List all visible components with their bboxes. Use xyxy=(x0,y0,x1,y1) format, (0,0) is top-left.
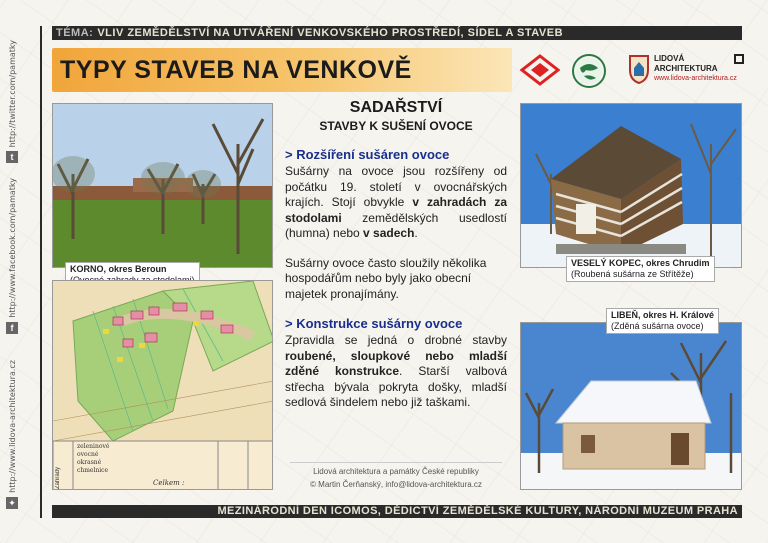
map-total-label: Celkem : xyxy=(153,479,185,487)
map-legend-item: zeleninové xyxy=(77,443,110,450)
web-url[interactable]: http://www.lidova-architektura.cz xyxy=(7,360,17,493)
lidova-architektura-logo[interactable] xyxy=(654,54,744,84)
logo-line-2: ARCHITEKTURA xyxy=(654,64,718,73)
diamond-arrows-icon[interactable] xyxy=(520,54,560,86)
shield-icon[interactable] xyxy=(628,54,650,84)
credit-block xyxy=(290,462,502,491)
map-legend-side: Zahrady xyxy=(55,466,61,489)
social-sidebar xyxy=(0,0,24,543)
map-legend-item: ovocné xyxy=(77,451,99,458)
text-run-bold: v zahradách za stodolami xyxy=(285,195,507,225)
twitter-url[interactable]: http://twitter.com/pamatky xyxy=(7,40,17,148)
caption-vesely-kopec xyxy=(566,256,715,282)
left-rule xyxy=(40,26,42,518)
globe-icon[interactable] xyxy=(572,54,606,88)
logo-row xyxy=(520,52,742,88)
caption-korno-title: KORNO, okres Beroun xyxy=(70,264,167,274)
photo-liben-dryer xyxy=(520,322,742,490)
twitter-link[interactable] xyxy=(0,40,24,163)
article-title: SADAŘSTVÍ xyxy=(349,99,443,116)
theme-bar xyxy=(52,26,742,40)
photo-vesely-kopec-dryer xyxy=(520,103,742,268)
qr-code-icon[interactable] xyxy=(734,54,744,64)
caption-liben-sub: (Zděná sušárna ovoce) xyxy=(611,321,704,331)
caption-liben-title: LIBEŇ, okres H. Králové xyxy=(611,310,715,320)
credit-line-1: Lidová architektura a památky České republiky xyxy=(313,467,479,476)
web-icon: ✦ xyxy=(6,497,18,509)
text-run: Sušárny na ovoce jsou rozšířeny od počátku 19. století v ovocnářských krajích. Stojí obvykle xyxy=(285,164,507,209)
photo-korno-orchard xyxy=(52,103,273,268)
facebook-link[interactable] xyxy=(0,178,24,334)
map-legend-item: chmelnice xyxy=(77,467,109,474)
map-legend xyxy=(77,443,109,475)
facebook-url[interactable]: http://www.facebook.com/pamatky xyxy=(7,178,17,318)
text-run: . Starší valbová střecha bývala pokryta došky, mladší sedlová šindelem nebo již taškami. xyxy=(285,364,507,409)
credit-line-2: © Martin Čerňanský, info@lidova-architektura.cz xyxy=(310,480,482,489)
logo-url[interactable]: www.lidova-architektura.cz xyxy=(654,75,737,82)
caption-liben xyxy=(606,308,719,334)
logo-line-1: LIDOVÁ xyxy=(654,54,685,63)
article-subtitle: STAVBY K SUŠENÍ OVOCE xyxy=(319,119,473,133)
text-run-bold: v sadech xyxy=(363,226,415,240)
cadastral-map xyxy=(52,280,273,490)
paragraph-spread xyxy=(285,164,507,242)
text-run: zemědělských usedlostí (humna) nebo xyxy=(285,210,507,240)
caption-vesely-title: VESELÝ KOPEC, okres Chrudim xyxy=(571,258,710,268)
caption-vesely-sub: (Roubená sušárna ze Střítěže) xyxy=(571,269,694,279)
theme-text: VLIV ZEMĚDĚLSTVÍ NA UTVÁŘENÍ VENKOVSKÉHO PROSTŘEDÍ, SÍDEL A STAVEB xyxy=(97,27,564,39)
paragraph-ownership: Sušárny ovoce často sloužily několika hospodářům nebo byly jako obecní majetek pronajímány. xyxy=(285,255,487,301)
text-run-bold: roubené, sloupkové nebo mladší zděné konstrukce xyxy=(285,348,507,378)
twitter-icon: t xyxy=(6,151,18,163)
theme-label: TÉMA: xyxy=(56,27,94,39)
title-band xyxy=(52,48,512,92)
footer-bar: MEZINÁRODNÍ DEN ICOMOS, DĚDICTVÍ ZEMĚDĚLSKÉ KULTURY, NÁRODNÍ MUZEUM PRAHA xyxy=(52,505,742,518)
text-run: . xyxy=(414,226,418,240)
text-run: Zpravidla se jedná o drobné stavby xyxy=(285,333,507,347)
web-link[interactable] xyxy=(0,360,24,509)
section-heading-spread: > Rozšíření sušáren ovoce xyxy=(285,147,450,162)
article-column xyxy=(285,95,507,411)
page-title: TYPY STAVEB NA VENKOVĚ xyxy=(60,56,412,84)
paragraph-construction xyxy=(285,333,507,411)
map-legend-item: okrasné xyxy=(77,459,102,466)
facebook-icon: f xyxy=(6,322,18,334)
section-heading-construction: > Konstrukce sušárny ovoce xyxy=(285,316,463,331)
